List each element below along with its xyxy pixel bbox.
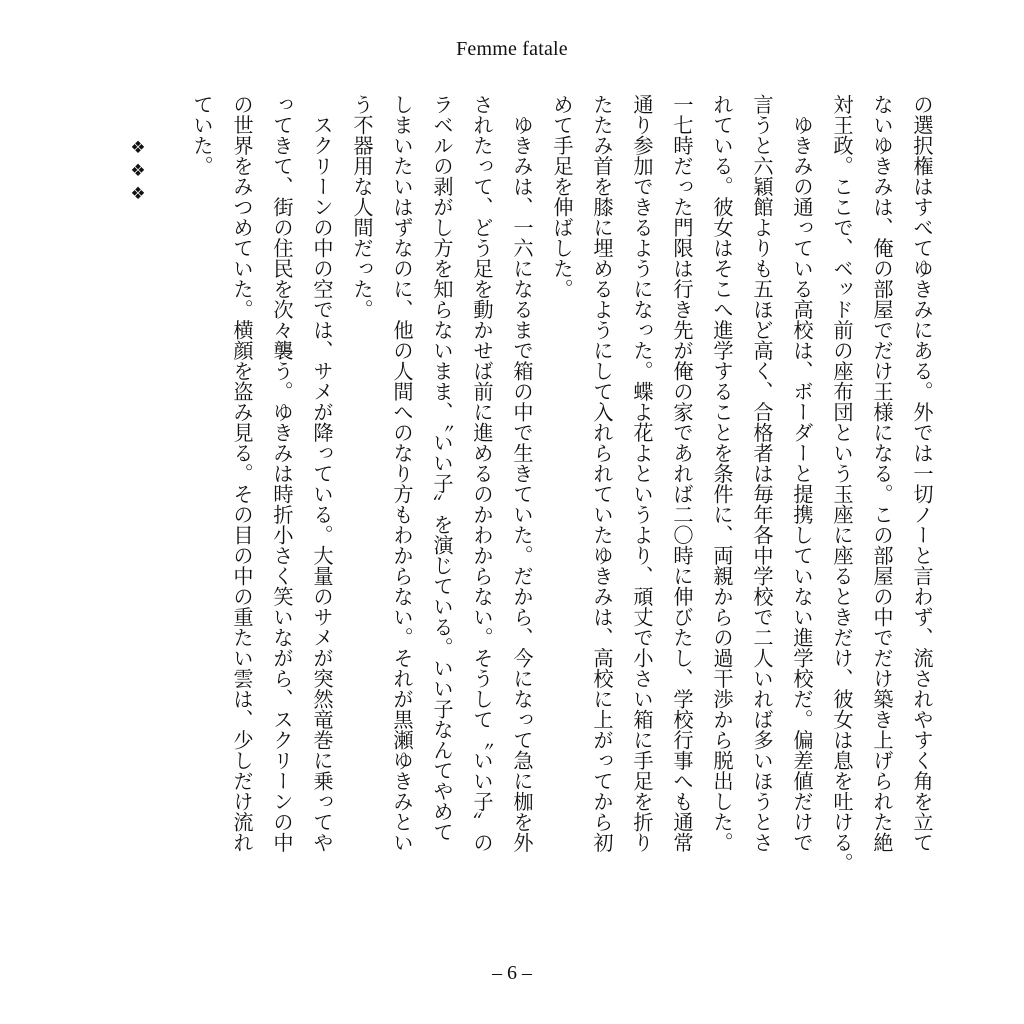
text-line: う不器用な人間だった。: [350, 94, 374, 320]
text-line: めて手足を伸ばした。: [550, 94, 574, 299]
text-line: の選択権はすべてゆきみにある。外では一切ノーと言わず、流されやすく角を立て: [910, 94, 934, 853]
text-line: しまいたいはずなのに、他の人間へのなり方もわからない。それが黒瀬ゆきみとい: [390, 94, 414, 853]
text-line: ゆきみの通っている高校は、ボーダーと提携していない進学校だ。偏差値だけで: [790, 94, 814, 853]
text-line: されたって、どう足を動かせば前に進めるのかわからない。そうして〝いい子〟の: [470, 94, 494, 853]
text-line: たたみ首を膝に埋めるようにして入れられていたゆきみは、高校に上がってから初: [590, 94, 614, 853]
section-break-ornament: ❖❖❖: [128, 138, 148, 207]
running-header: Femme fatale: [456, 38, 568, 60]
text-line: ゆきみは、一六になるまで箱の中で生きていた。だから、今になって急に枷を外: [510, 94, 534, 853]
text-line: 通り参加できるようになった。蝶よ花よというより、頑丈で小さい箱に手足を折り: [630, 94, 654, 853]
text-line: 対王政。ここで、ベッド前の座布団という玉座に座るときだけ、彼女は息を吐ける。: [830, 94, 854, 873]
text-line: ないゆきみは、俺の部屋でだけ王様になる。この部屋の中でだけ築き上げられた絶: [870, 94, 894, 853]
text-line: スクリーンの中の空では、サメが降っている。大量のサメが突然竜巻に乗ってや: [310, 94, 334, 853]
body-text: [182, 94, 942, 930]
text-line: れている。彼女はそこへ進学することを条件に、両親からの過干渉から脱出した。: [710, 94, 734, 853]
page-number: – 6 –: [492, 962, 532, 984]
text-line: の世界をみつめていた。横顔を盗み見る。その目の中の重たい雲は、少しだけ流れ: [230, 94, 254, 853]
text-line: ていた。: [190, 94, 214, 176]
text-line: ラベルの剥がし方を知らないまま、〝いい子〟を演じている。いい子なんてやめて: [430, 94, 454, 843]
text-line: 言うと六穎館よりも五ほど高く、合格者は毎年各中学校で二人いれば多いほうとさ: [750, 94, 774, 853]
text-line: ってきて、街の住民を次々襲う。ゆきみは時折小さく笑いながら、スクリーンの中: [270, 94, 294, 853]
text-line: 一七時だった門限は行き先が俺の家であれば二〇時に伸びたし、学校行事へも通常: [670, 94, 694, 853]
